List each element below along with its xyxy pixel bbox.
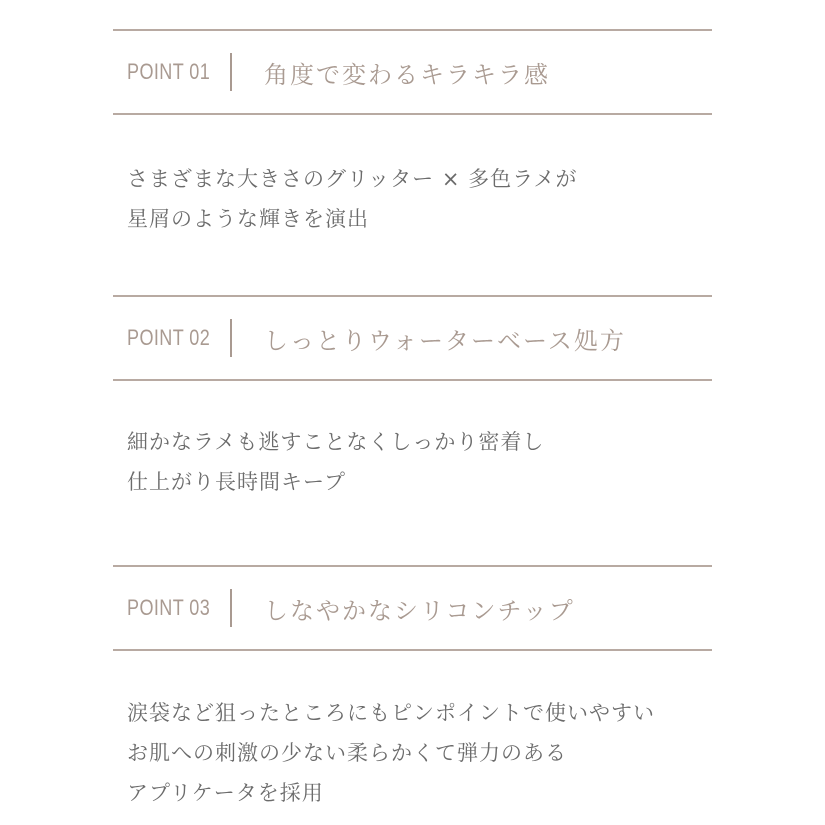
point-title: しなやかなシリコンチップ <box>264 596 575 625</box>
description-line: アプリケータを採用 <box>127 781 324 805</box>
point-title: しっとりウォーターベース処方 <box>264 326 626 355</box>
vertical-divider <box>230 589 232 627</box>
point-header <box>113 29 712 115</box>
vertical-divider <box>230 53 232 91</box>
description-line: 星屑のような輝きを演出 <box>127 207 369 231</box>
description-line: 涙袋など狙ったところにもピンポイントで使いやすい <box>127 701 655 725</box>
point-header <box>113 565 712 651</box>
point-number: POINT 02 <box>127 325 211 350</box>
point-title: 角度で変わるキラキラ感 <box>264 60 550 89</box>
point-description <box>127 159 712 239</box>
point-header <box>113 295 712 381</box>
point-description <box>127 422 712 502</box>
description-line: 仕上がり長時間キープ <box>127 470 346 494</box>
description-line: お肌への刺激の少ない柔らかくて弾力のある <box>127 741 567 765</box>
description-line: 細かなラメも逃すことなくしっかり密着し <box>127 430 545 454</box>
point-number: POINT 01 <box>127 59 211 84</box>
point-section-01 <box>113 29 712 239</box>
point-section-02 <box>113 295 712 502</box>
vertical-divider <box>230 319 232 357</box>
point-number: POINT 03 <box>127 595 211 620</box>
point-section-03 <box>113 565 712 813</box>
description-line: さまざまな大きさのグリッター × 多色ラメが <box>127 167 578 191</box>
point-description <box>127 693 712 813</box>
